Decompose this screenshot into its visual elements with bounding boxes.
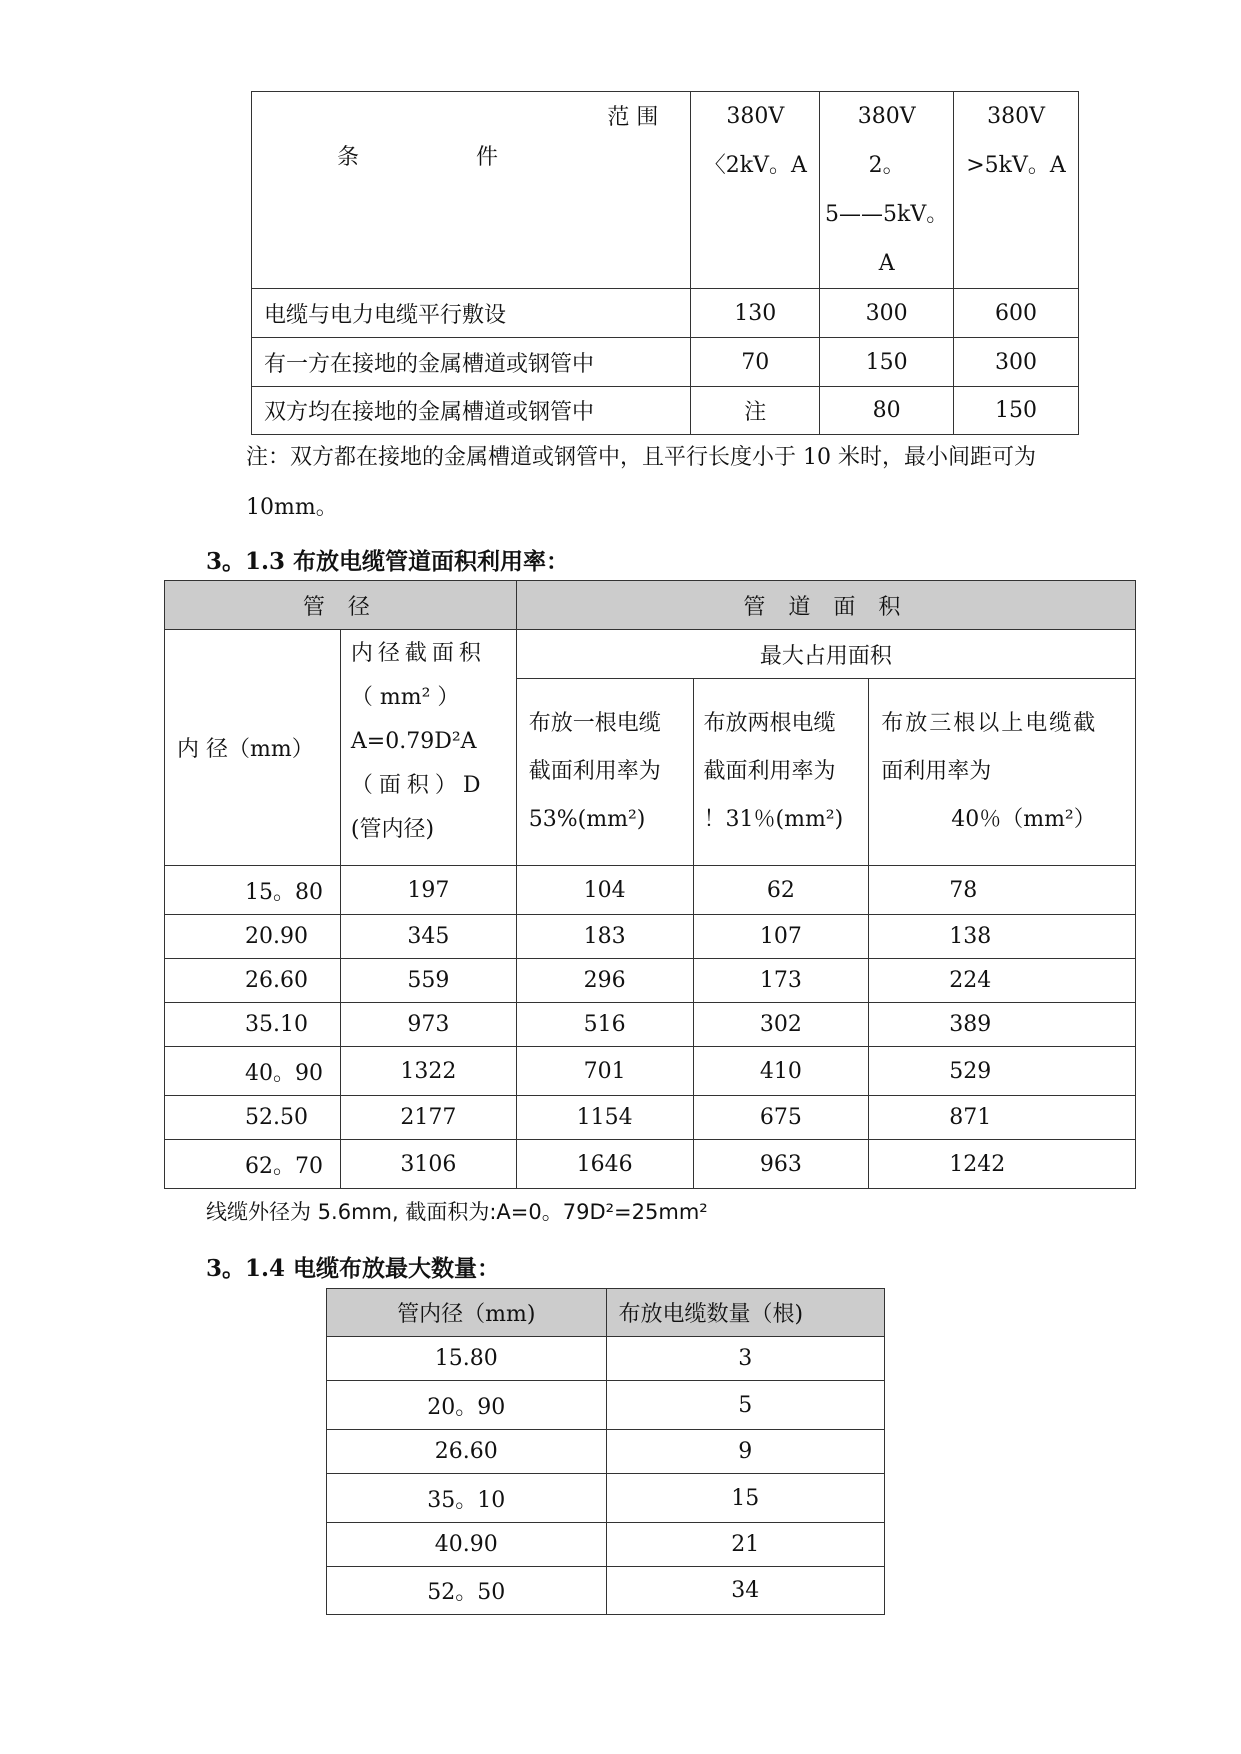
- spacing-table: [251, 91, 1079, 435]
- section-heading-313: 3。1.3 布放电缆管道面积利用率：: [206, 548, 570, 575]
- header-pipe-inner: 管内径（mm): [327, 1289, 607, 1337]
- table-row: 20.90 345 183 107 138: [165, 915, 1136, 959]
- table-row: 52.50 2177 1154 675 871: [165, 1096, 1136, 1140]
- header-condition-cell: [252, 92, 691, 289]
- header-one-cable: 布放一根电缆 截面利用率为 53%(mm²): [516, 679, 693, 866]
- pipe-area-table: [164, 580, 1136, 1189]
- table-row: 35。10 15: [327, 1474, 885, 1523]
- table-row: 40.90 21: [327, 1523, 885, 1567]
- table-row: 26.60 559 296 173 224: [165, 959, 1136, 1003]
- table-row: 15。80 197 104 62 78: [165, 866, 1136, 915]
- header-cable-count: 布放电缆数量（根): [606, 1289, 885, 1337]
- header-col2: 380V 2。 5——5kV。 A: [820, 92, 954, 289]
- table-row: 有一方在接地的金属槽道或钢管中 70 150 300: [252, 338, 1079, 387]
- table-row: 52。50 34: [327, 1567, 885, 1615]
- cable-count-table: [326, 1288, 885, 1615]
- table-row: 26.60 9: [327, 1430, 885, 1474]
- header-inner-area: 内径截面积 （ mm² ） A=0.79D²A （面积）D (管内径): [340, 630, 516, 866]
- header-pipe-diameter: 管 径: [165, 581, 517, 630]
- header-three-cables: 布放三根以上电缆截 面利用率为 40％（mm²）: [869, 679, 1136, 866]
- header-max-area: 最大占用面积: [516, 630, 1135, 679]
- header-col1: 380V 〈2kV。A: [691, 92, 820, 289]
- note-line-2: 10mm。: [246, 495, 338, 520]
- note-line-1: 注：双方都在接地的金属槽道或钢管中，且平行长度小于 10 米时，最小间距可为: [246, 445, 1036, 470]
- table-row: 62。70 3106 1646 963 1242: [165, 1140, 1136, 1189]
- note-paragraph: [246, 433, 1146, 533]
- header-two-cables: 布放两根电缆 截面利用率为 ！31％(mm²): [693, 679, 869, 866]
- header-pipe-area: 管 道 面 积: [516, 581, 1135, 630]
- table-row: 20。90 5: [327, 1381, 885, 1430]
- header-inner-diameter: 内 径（mm）: [165, 630, 341, 866]
- table-row: 电缆与电力电缆平行敷设 130 300 600: [252, 289, 1079, 338]
- condition-label: 条 件: [337, 145, 553, 170]
- table-row: 40。90 1322 701 410 529: [165, 1047, 1136, 1096]
- table-row: 双方均在接地的金属槽道或钢管中 注 80 150: [252, 387, 1079, 435]
- table-row: 35.10 973 516 302 389: [165, 1003, 1136, 1047]
- table-row: 15.80 3: [327, 1337, 885, 1381]
- cable-note: 线缆外径为 5.6mm, 截面积为:A=0。79D²=25mm²: [206, 1200, 708, 1224]
- section-heading-314: 3。1.4 电缆布放最大数量：: [206, 1255, 501, 1282]
- header-col3: 380V >5kV。A: [954, 92, 1079, 289]
- range-label: 范 围: [607, 105, 659, 130]
